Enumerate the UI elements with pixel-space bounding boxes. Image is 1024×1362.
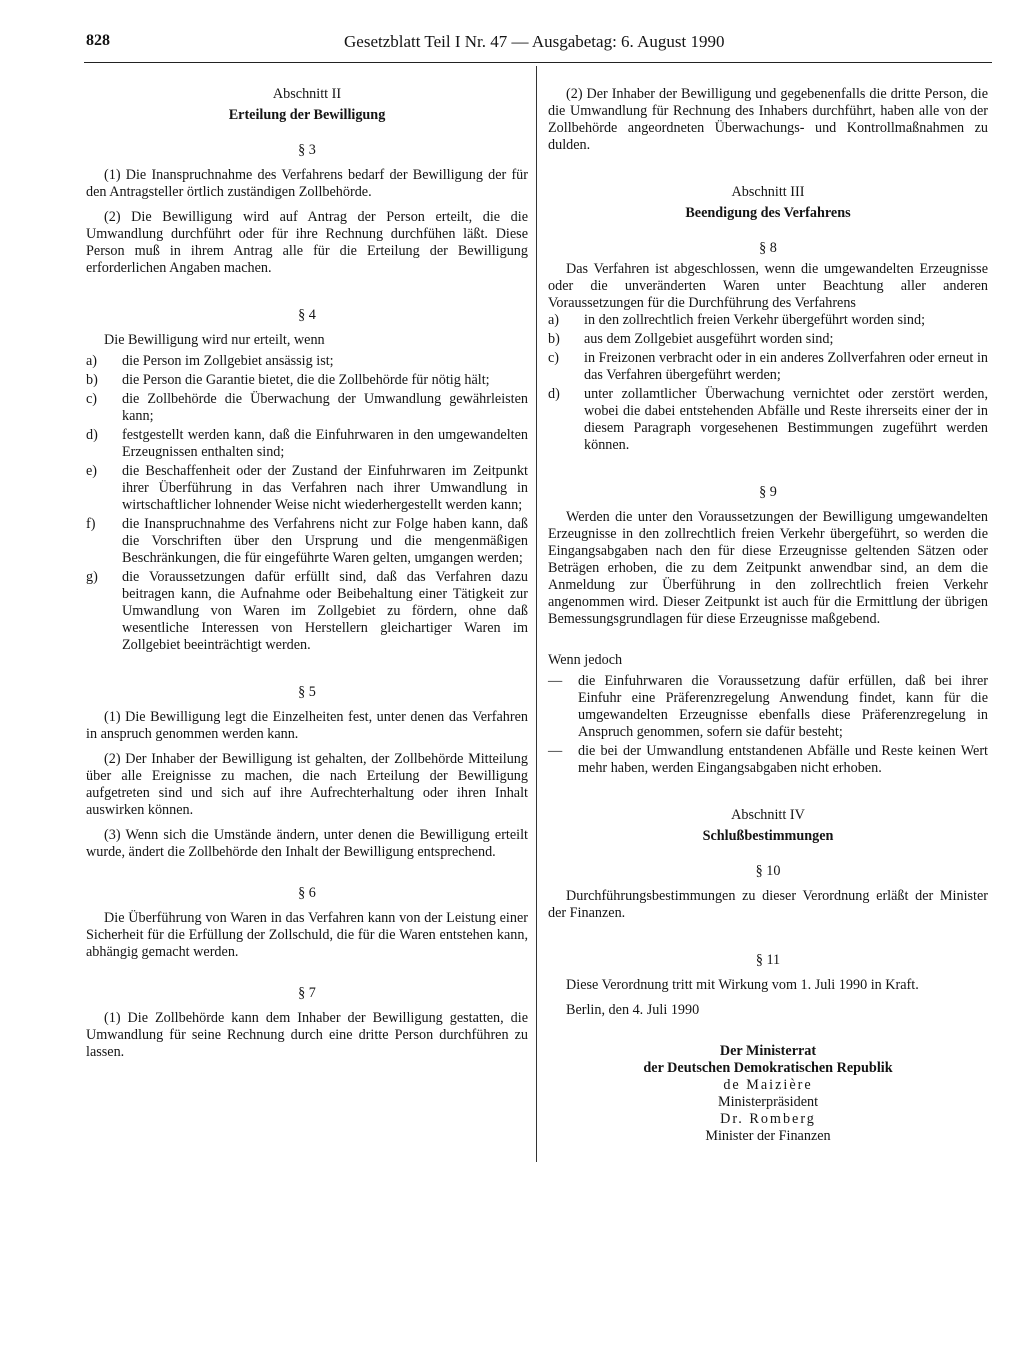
signature-name-1: de Maizière (723, 1077, 813, 1093)
left-column (86, 86, 528, 1061)
section-iii-heading: Abschnitt III (731, 184, 805, 200)
section-ii-title: Erteilung der Bewilligung (228, 107, 386, 123)
paragraph-7-heading: § 7 (298, 985, 316, 1001)
list-item: a) in den zollrechtlich freien Verkehr übergeführt worden sind; (548, 312, 926, 328)
section-iv-heading: Abschnitt IV (731, 807, 805, 823)
paragraph-5-subsection-2: (2) Der Inhaber der Bewilligung ist gehalten, der Zollbehörde Mitteilung über alle Ereignisse zu machen, die nach Erteilung der Bewilligung aufgetreten sind und sich auf ihre Aufrechterhaltung oder ihren Inhalt auswirken können. (86, 751, 528, 818)
list-item: — die Einfuhrwaren die Voraussetzung dafür erfüllen, daß bei ihrer Einfuhr eine Präferenzregelung Anwendung findet, kann für die umgewandelten Erzeugnisse ebenfalls diese Präferenzregelung in Anspruch genommen, sofern sie dafür besteht; (548, 673, 988, 740)
paragraph-6-heading: § 6 (298, 885, 316, 901)
paragraph-4-intro: Die Bewilligung wird nur erteilt, wenn (104, 332, 325, 348)
section-iii-title: Beendigung des Verfahrens (685, 205, 851, 221)
list-item: c) die Zollbehörde die Überwachung der Umwandlung gewährleisten kann; (86, 391, 528, 424)
list-item: a) die Person im Zollgebiet ansässig ist; (86, 353, 334, 369)
paragraph-4-heading: § 4 (298, 307, 316, 323)
list-item: b) aus dem Zollgebiet ausgeführt worden sind; (548, 331, 834, 347)
right-column (548, 86, 988, 1145)
paragraph-11-text: Diese Verordnung tritt mit Wirkung vom 1. Juli 1990 in Kraft. (566, 977, 919, 993)
section-ii-heading: Abschnitt II (272, 86, 342, 102)
paragraph-9-text: Werden die unter den Voraussetzungen der Bewilligung umgewandelten Erzeugnisse in den zollrechtlich freien Verkehr übergeführt, so werden die Eingangsabgaben nach den für diese Erzeugnisse geltenden Sätzen oder Beträgen erhoben, die zu dem Zeitpunkt anwendbar sind, an dem die Anmeldung zur Überführung in den zollrechtlich freien Verkehr angenommen wird. Dieser Zeitpunkt ist auch für die Ermittlung der übrigen Bemessungsgrundlagen für diese Erzeugnisse maßgebend. (548, 509, 988, 627)
paragraph-9-wenn-jedoch: Wenn jedoch (548, 652, 623, 668)
signature-role-2: Minister der Finanzen (705, 1128, 831, 1144)
paragraph-7-subsection-2: (2) Der Inhaber der Bewilligung und gegebenenfalls die dritte Person, die die Umwandlung für Rechnung des Inhabers durchführt, haben alle von der Zollbehörde angeordneten Überwachungs- und Kontrollmaßnahmen zu dulden. (548, 86, 988, 153)
list-item: g) die Voraussetzungen dafür erfüllt sind, daß das Verfahren dazu beitragen kann, die Aufnahme oder Beibehaltung einer Tätigkeit zur Umwandlung von Waren im Zollgebiet zu fördern, ohne daß wesentliche Interessen von Herstellern gleichartiger Waren im Zollgebiet beeinträchtigt werden. (86, 569, 528, 653)
header-title: Gesetzblatt Teil I Nr. 47 — Ausgabetag: 6. August 1990 (344, 32, 725, 51)
paragraph-3-subsection-2: (2) Die Bewilligung wird auf Antrag der Person erteilt, die die Umwandlung durchführt oder für ihre Rechnung durchfühen läßt. Diese Person muß in ihrem Antrag alle für die Erteilung der Bewilligung erforderlichen Angaben machen. (86, 209, 528, 276)
signature-org-line-1: Der Ministerrat (719, 1043, 817, 1059)
list-item: e) die Beschaffenheit oder der Zustand der Einfuhrwaren im Zeitpunkt ihrer Überführung in das Verfahren nach ihrer Umwandlung in wirtschaftlicher lohnender Weise nicht wiederhergestellt werden kann; (86, 463, 528, 513)
paragraph-9-dash-list (548, 673, 988, 777)
signature-org-line-2: der Deutschen Demokratischen Republik (643, 1060, 893, 1076)
list-item: b) die Person die Garantie bietet, die die Zollbehörde für nötig hält; (86, 372, 490, 388)
paragraph-5-subsection-3: (3) Wenn sich die Umstände ändern, unter denen die Bewilligung erteilt wurde, ändert die Zollbehörde den Inhalt der Bewilligung entsprechend. (86, 827, 528, 860)
list-item: c) in Freizonen verbracht oder in ein anderes Zollverfahren oder erneut in das Verfahren übergeführt werden; (548, 350, 988, 383)
paragraph-4-list (86, 353, 528, 654)
paragraph-5-heading: § 5 (298, 684, 316, 700)
column-divider (536, 66, 537, 1162)
list-item: f) die Inanspruchnahme des Verfahrens nicht zur Folge haben kann, daß die Vorschriften über den Ursprung und die mengenmäßigen Beschränkungen, die für eingeführte Waren gelten, umgangen werden; (86, 516, 528, 566)
list-item: d) unter zollamtlicher Überwachung vernichtet oder zerstört werden, wobei die dabei entstehenden Abfälle und Reste ihrerseits einer der in diesem Paragraph vorgesehenen Bestimmungen zugeführt werden können. (548, 386, 988, 453)
list-item: d) festgestellt werden kann, daß die Einfuhrwaren in den umgewandelten Erzeugnissen enthalten sind; (86, 427, 528, 460)
paragraph-7-subsection-1: (1) Die Zollbehörde kann dem Inhaber der Bewilligung gestatten, die Umwandlung für seine Rechnung durch eine dritte Person durchführen zu lassen. (86, 1010, 528, 1060)
paragraph-5-subsection-1: (1) Die Bewilligung legt die Einzelheiten fest, unter denen das Verfahren in anspruch genommen werden kann. (86, 709, 528, 742)
list-item: — die bei der Umwandlung entstandenen Abfälle und Reste keinen Wert mehr haben, werden Eingangsabgaben nicht erhoben. (548, 743, 988, 776)
paragraph-9-heading: § 9 (759, 484, 777, 500)
signature-role-1: Ministerpräsident (717, 1094, 819, 1110)
paragraph-8-heading: § 8 (759, 240, 777, 256)
paragraph-8-intro: Das Verfahren ist abgeschlossen, wenn die umgewandelten Erzeugnisse oder die unveränderten Waren unter Beachtung aller anderen Voraussetzungen für die Durchführung des Verfahrens (548, 261, 988, 311)
signature-name-2: Dr. Romberg (720, 1111, 816, 1127)
signature-block (548, 1043, 988, 1145)
paragraph-10-text: Durchführungsbestimmungen zu dieser Verordnung erläßt der Minister der Finanzen. (548, 888, 988, 921)
paragraph-6-text: Die Überführung von Waren in das Verfahren kann von der Leistung einer Sicherheit für die Erfüllung der Zollschuld, die für die Waren entstehen kann, abhängig gemacht werden. (86, 910, 528, 960)
paragraph-3-subsection-1: (1) Die Inanspruchnahme des Verfahrens bedarf der Bewilligung der für den Antragsteller örtlich zuständigen Zollbehörde. (86, 167, 528, 200)
paragraph-10-heading: § 10 (755, 863, 781, 879)
section-iv-title: Schlußbestimmungen (702, 828, 834, 844)
paragraph-8-list (548, 312, 988, 454)
paragraph-11-heading: § 11 (755, 952, 781, 968)
place-date: Berlin, den 4. Juli 1990 (566, 1002, 700, 1018)
paragraph-3-heading: § 3 (298, 142, 316, 158)
page-number: 828 (86, 32, 110, 49)
header-rule (84, 62, 992, 63)
